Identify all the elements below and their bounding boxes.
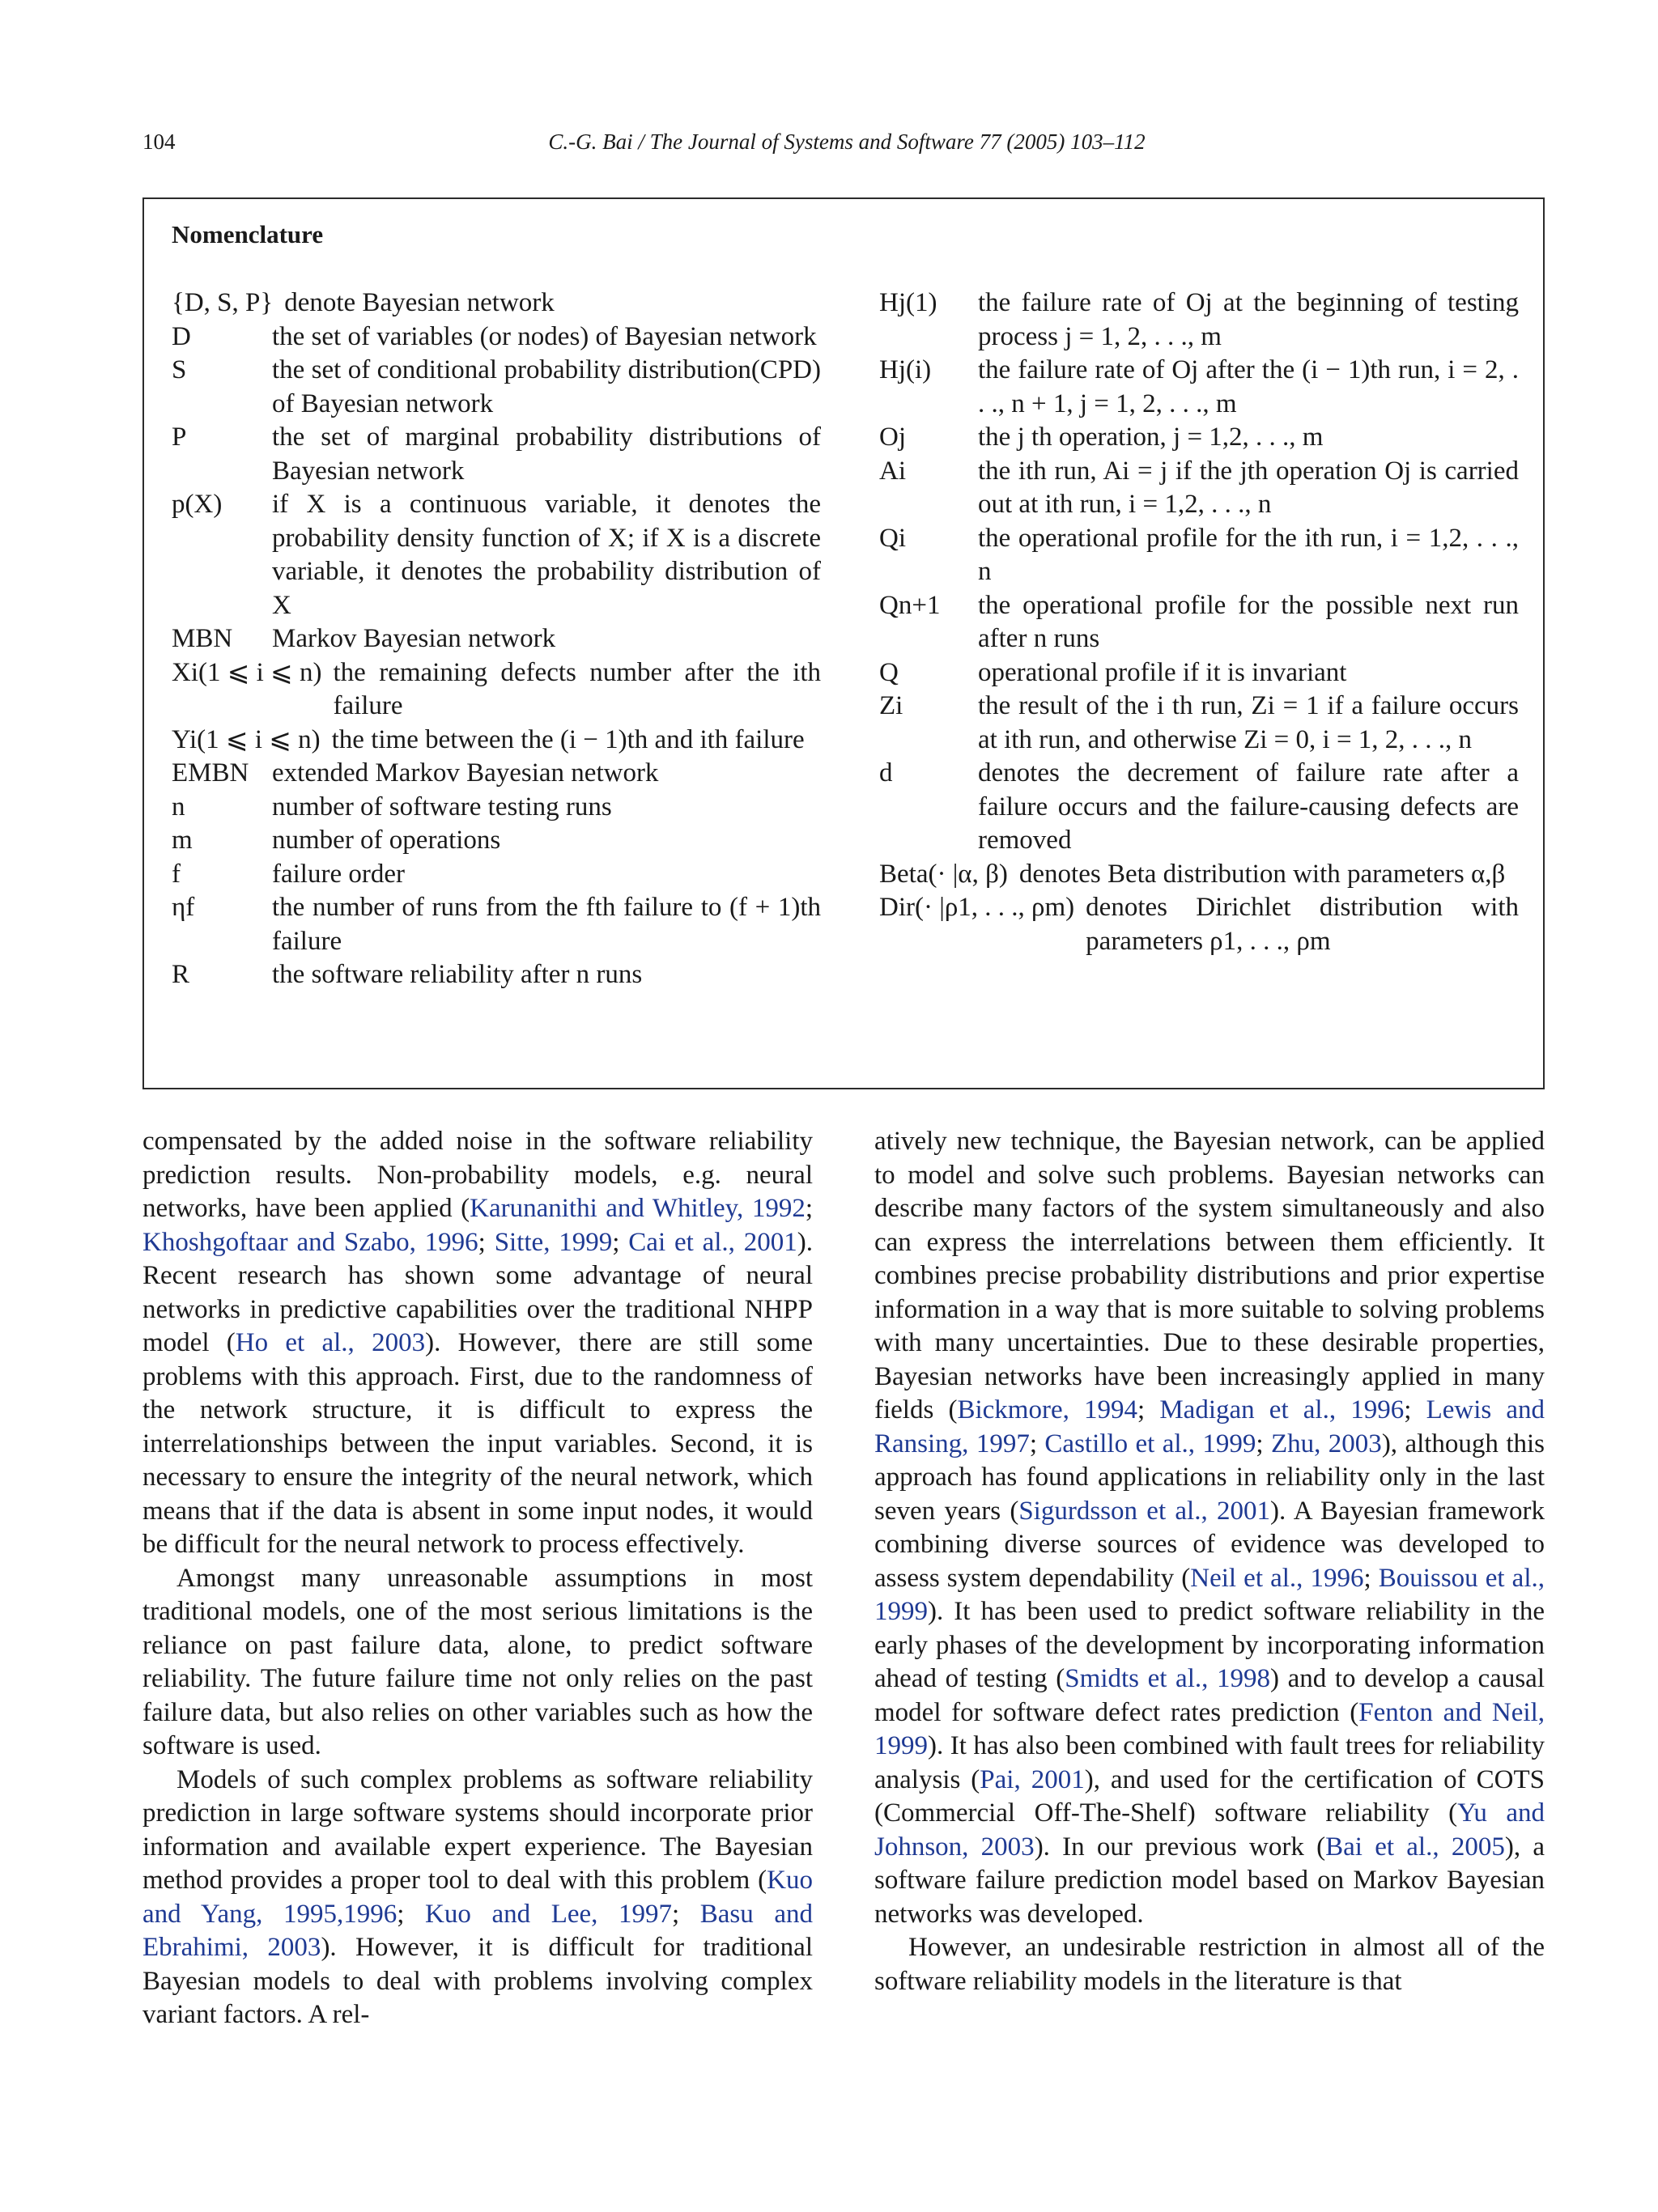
nomenclature-definition: the time between the (i − 1)th and ith failure bbox=[331, 724, 805, 754]
citation-link[interactable]: Pai, 2001 bbox=[980, 1764, 1085, 1794]
paragraph-text: ), although this approach has found applications in reliability only in the last seven years ( bbox=[874, 1429, 1545, 1526]
nomenclature-entry bbox=[879, 757, 1519, 858]
nomenclature-symbol: Hj(1) bbox=[879, 288, 937, 317]
paragraph-text: ). It has been used to predict software reliability in the early phases of the development by incorporating information ahead of testing ( bbox=[874, 1597, 1545, 1693]
citation-link[interactable]: Basu and Ebrahimi, 2003 bbox=[142, 1899, 814, 1962]
nomenclature-left-column bbox=[172, 287, 821, 992]
citation-link[interactable]: Ho et al., 2003 bbox=[235, 1328, 426, 1357]
nomenclature-definition: if X is a continuous variable, it denotes the probability density function of X; if X is a discrete variable, it denotes the probability distribution of X bbox=[272, 490, 821, 620]
nomenclature-box bbox=[142, 197, 1545, 1089]
paragraph-text: atively new technique, the Bayesian network, can be applied to model and solve such problems. Bayesian networks can describe many factors of the system simultaneously and also can express the interrelations between them efficiently. It combines precise probability distributions and prior expertise information in a way that is more suitable to solving problems with many uncertainties. Due to these desirable properties, Bayesian networks have been increasingly applied in many fields ( bbox=[874, 1127, 1545, 1424]
nomenclature-definition: failure order bbox=[272, 859, 405, 889]
body-left-column bbox=[142, 1125, 813, 2032]
nomenclature-definition: the result of the i th run, Zi = 1 if a failure occurs at ith run, and otherwise Zi = 0, i = 1, 2, . . ., n bbox=[978, 691, 1519, 754]
citation-link[interactable]: Sitte, 1999 bbox=[494, 1227, 613, 1257]
paragraph-text: Amongst many unreasonable assumptions in most traditional models, one of the most serious limitations is the reliance on past failure data, alone, to predict software reliability. The future failure time not only relies on the past failure data, but also relies on other variables such as how the software is used. bbox=[142, 1563, 813, 1760]
citation-link[interactable]: Bouissou et al., 1999 bbox=[874, 1563, 1545, 1626]
nomenclature-definition: the set of conditional probability distribution(CPD) of Bayesian network bbox=[272, 355, 821, 418]
nomenclature-entry bbox=[172, 757, 821, 791]
paragraph bbox=[142, 1764, 813, 2032]
nomenclature-symbol: {D, S, P} bbox=[172, 288, 274, 317]
nomenclature-symbol: Yi(1 ⩽ i ⩽ n) bbox=[172, 724, 321, 754]
citation-link[interactable]: Khoshgoftaar and Szabo, 1996 bbox=[142, 1227, 478, 1257]
paragraph bbox=[874, 1125, 1545, 1931]
nomenclature-entry bbox=[172, 354, 821, 421]
nomenclature-definition: number of operations bbox=[272, 826, 501, 855]
nomenclature-definition: number of software testing runs bbox=[272, 792, 612, 822]
paragraph-text: ). However, there are still some problems with this approach. First, due to the randomness of the network structure, it is difficult to express the interrelationships between the input variables. Second, it is necessary to ensure the integrity of the neural network, which means that if the data is absent in some input nodes, it would be difficult for the neural network to process effectively. bbox=[142, 1328, 813, 1559]
nomenclature-symbol: f bbox=[172, 859, 181, 889]
nomenclature-symbol: Beta(· |α, β) bbox=[879, 859, 1008, 889]
nomenclature-symbol: d bbox=[879, 758, 893, 788]
nomenclature-definition: denote Bayesian network bbox=[284, 288, 555, 317]
nomenclature-entry bbox=[879, 455, 1519, 522]
nomenclature-entry bbox=[879, 354, 1519, 421]
nomenclature-symbol: Dir(· |ρ1, . . ., ρm) bbox=[879, 893, 1075, 922]
citation-link[interactable]: Zhu, 2003 bbox=[1271, 1429, 1382, 1458]
nomenclature-symbol: S bbox=[172, 355, 187, 384]
nomenclature-symbol: ηf bbox=[172, 893, 195, 922]
citation-link[interactable]: Bickmore, 1994 bbox=[957, 1395, 1138, 1424]
paragraph-text: ) and to develop a causal model for software defect rates prediction ( bbox=[874, 1664, 1545, 1727]
nomenclature-symbol: Ai bbox=[879, 456, 906, 486]
running-head: C.-G. Bai / The Journal of Systems and Software 77 (2005) 103–112 bbox=[548, 129, 1146, 154]
citation-link[interactable]: Fenton and Neil, 1999 bbox=[874, 1697, 1545, 1760]
page-header bbox=[142, 129, 1551, 162]
paragraph-text: ). In our previous work ( bbox=[1034, 1832, 1326, 1862]
paragraph bbox=[874, 1931, 1545, 1998]
nomenclature-definition: the operational profile for the possible next run after n runs bbox=[978, 590, 1519, 653]
paragraph-text: compensated by the added noise in the software reliability prediction results. Non-probability models, e.g. neural networks, have been applied ( bbox=[142, 1127, 813, 1223]
nomenclature-definition: Markov Bayesian network bbox=[272, 624, 556, 653]
nomenclature-entry bbox=[172, 958, 821, 992]
paragraph-text: ; bbox=[1363, 1563, 1379, 1593]
paragraph-text: Models of such complex problems as software reliability prediction in large software systems should incorporate prior information and available expert experience. The Bayesian method provides a proper tool to deal with this problem ( bbox=[142, 1764, 813, 1895]
nomenclature-entry bbox=[172, 656, 821, 724]
nomenclature-symbol: P bbox=[172, 422, 187, 452]
nomenclature-symbol: n bbox=[172, 792, 185, 822]
paragraph-text: ). Recent research has shown some advantage of neural networks in predictive capabilities over the traditional NHPP model ( bbox=[142, 1227, 814, 1357]
paragraph-text: ; bbox=[1137, 1395, 1160, 1424]
nomenclature-symbol: Hj(i) bbox=[879, 355, 932, 384]
paragraph-text: ; bbox=[1404, 1395, 1426, 1424]
nomenclature-definition: extended Markov Bayesian network bbox=[272, 758, 659, 788]
citation-link[interactable]: Castillo et al., 1999 bbox=[1044, 1429, 1256, 1458]
citation-link[interactable]: Karunanithi and Whitley, 1992 bbox=[470, 1194, 806, 1223]
nomenclature-definition: operational profile if it is invariant bbox=[978, 657, 1347, 687]
nomenclature-symbol: Oj bbox=[879, 422, 906, 452]
paragraph-text: ). It has also been combined with fault trees for reliability analysis ( bbox=[874, 1731, 1545, 1794]
paragraph-text: ). However, it is difficult for traditional Bayesian models to deal with problems involving complex variant factors. A rel- bbox=[142, 1933, 813, 2029]
nomenclature-definition: the failure rate of Oj after the (i − 1)th run, i = 2, . . ., n + 1, j = 1, 2, . . ., m bbox=[978, 355, 1519, 418]
nomenclature-entry bbox=[172, 421, 821, 488]
paragraph-text: ; bbox=[805, 1194, 814, 1223]
nomenclature-symbol: Qn+1 bbox=[879, 590, 941, 620]
nomenclature-symbol: D bbox=[172, 321, 191, 351]
paragraph-text: ; bbox=[1029, 1429, 1045, 1458]
citation-link[interactable]: Madigan et al., 1996 bbox=[1159, 1395, 1405, 1424]
paragraph-text: ; bbox=[1256, 1429, 1271, 1458]
nomenclature-definition: the j th operation, j = 1,2, . . ., m bbox=[978, 422, 1324, 452]
citation-link[interactable]: Lewis and Ransing, 1997 bbox=[874, 1395, 1545, 1458]
nomenclature-entry bbox=[879, 287, 1519, 354]
nomenclature-symbol: MBN bbox=[172, 624, 233, 653]
nomenclature-definition: the operational profile for the ith run, i = 1,2, . . ., n bbox=[978, 523, 1519, 586]
nomenclature-entry bbox=[879, 522, 1519, 589]
nomenclature-entry bbox=[172, 858, 821, 892]
paragraph-text: ), and used for the certification of COTS (Commercial Off-The-Shelf) software reliability ( bbox=[874, 1764, 1545, 1828]
nomenclature-entry bbox=[879, 656, 1519, 690]
citation-link[interactable]: Yu and Johnson, 2003 bbox=[874, 1798, 1545, 1862]
nomenclature-definition: the failure rate of Oj at the beginning of testing process j = 1, 2, . . ., m bbox=[978, 288, 1519, 351]
nomenclature-entry bbox=[879, 690, 1519, 757]
nomenclature-title: Nomenclature bbox=[172, 220, 324, 248]
nomenclature-symbol: Qi bbox=[879, 523, 906, 553]
nomenclature-definition: the number of runs from the fth failure to (f + 1)th failure bbox=[272, 893, 821, 956]
citation-link[interactable]: Sigurdsson et al., 2001 bbox=[1018, 1496, 1270, 1526]
nomenclature-definition: the remaining defects number after the ith failure bbox=[333, 657, 821, 720]
paragraph-text: However, an undesirable restriction in almost all of the software reliability models in the literature is that bbox=[874, 1933, 1545, 1996]
nomenclature-entry bbox=[172, 287, 821, 321]
nomenclature-entry bbox=[879, 891, 1519, 958]
paragraph-text: ; bbox=[397, 1899, 426, 1929]
nomenclature-symbol: m bbox=[172, 826, 193, 855]
nomenclature-symbol: Xi(1 ⩽ i ⩽ n) bbox=[172, 657, 322, 687]
nomenclature-entry bbox=[879, 858, 1519, 892]
nomenclature-symbol: EMBN bbox=[172, 758, 249, 788]
paragraph-text: ). A Bayesian framework combining diverse sources of evidence was developed to assess system dependability ( bbox=[874, 1496, 1545, 1593]
nomenclature-entry bbox=[172, 824, 821, 858]
citation-link[interactable]: Bai et al., 2005 bbox=[1325, 1832, 1505, 1862]
nomenclature-entry bbox=[172, 622, 821, 656]
citation-link[interactable]: Smidts et al., 1998 bbox=[1065, 1664, 1270, 1693]
nomenclature-symbol: R bbox=[172, 960, 190, 989]
nomenclature-entry bbox=[172, 321, 821, 355]
nomenclature-entry bbox=[879, 589, 1519, 656]
nomenclature-symbol: p(X) bbox=[172, 490, 223, 519]
nomenclature-symbol: Q bbox=[879, 657, 899, 687]
paragraph bbox=[142, 1125, 813, 1562]
citation-link[interactable]: Kuo and Lee, 1997 bbox=[425, 1899, 672, 1929]
nomenclature-entry bbox=[172, 488, 821, 622]
nomenclature-definition: the software reliability after n runs bbox=[272, 960, 643, 989]
nomenclature-definition: the set of marginal probability distributions of Bayesian network bbox=[272, 422, 821, 486]
nomenclature-definition: the set of variables (or nodes) of Bayesian network bbox=[272, 321, 817, 351]
body-right-column bbox=[874, 1125, 1545, 1998]
page-number: 104 bbox=[142, 129, 176, 154]
nomenclature-definition: the ith run, Ai = j if the jth operation Oj is carried out at ith run, i = 1,2, . . ., n bbox=[978, 456, 1519, 519]
nomenclature-entry bbox=[172, 891, 821, 958]
paragraph-text: ), a software failure prediction model based on Markov Bayesian networks was developed. bbox=[874, 1832, 1545, 1929]
nomenclature-entry bbox=[879, 421, 1519, 455]
nomenclature-symbol: Zi bbox=[879, 691, 903, 720]
paragraph-text: ; bbox=[612, 1227, 629, 1257]
nomenclature-right-column bbox=[879, 287, 1519, 958]
paragraph bbox=[142, 1562, 813, 1764]
nomenclature-entry bbox=[172, 791, 821, 825]
nomenclature-definition: denotes Beta distribution with parameters α,β bbox=[1018, 859, 1506, 889]
nomenclature-definition: denotes the decrement of failure rate after a failure occurs and the failure-causing defects are removed bbox=[978, 758, 1519, 855]
citation-link[interactable]: Neil et al., 1996 bbox=[1190, 1563, 1364, 1593]
paragraph-text: ; bbox=[478, 1227, 495, 1257]
nomenclature-definition: denotes Dirichlet distribution with parameters ρ1, . . ., ρm bbox=[1086, 893, 1519, 956]
paragraph-text: ; bbox=[672, 1899, 700, 1929]
nomenclature-entry bbox=[172, 724, 821, 758]
citation-link[interactable]: Kuo and Yang, 1995,1996 bbox=[142, 1866, 813, 1929]
citation-link[interactable]: Cai et al., 2001 bbox=[628, 1227, 797, 1257]
